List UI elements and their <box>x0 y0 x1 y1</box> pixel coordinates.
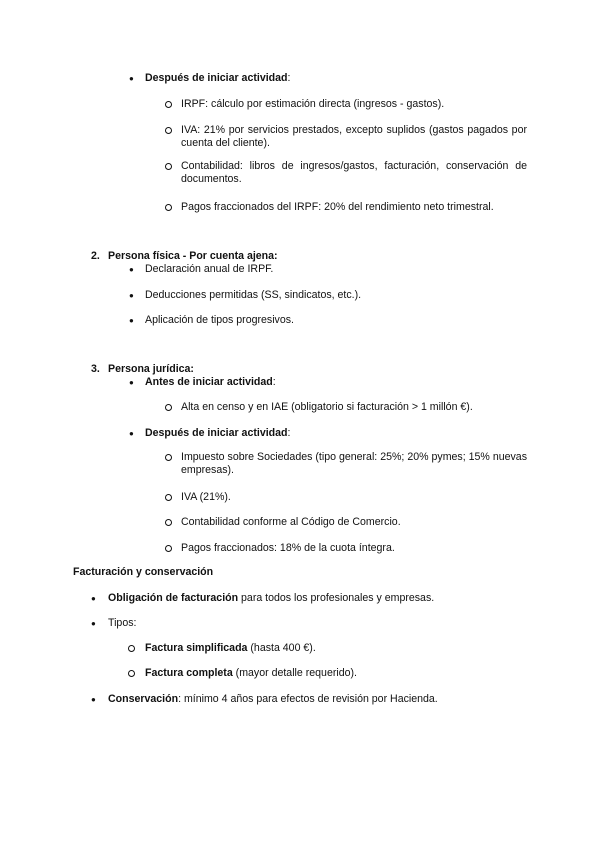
list-item: Deducciones permitidas (SS, sindicatos, etc.). <box>145 289 362 301</box>
list-item: Factura simplificada (hasta 400 €). <box>145 642 316 654</box>
bullet-circle-icon <box>165 163 172 170</box>
list-item: Alta en censo y en IAE (obligatorio si facturación > 1 millón €). <box>181 401 473 413</box>
list-item: Factura completa (mayor detalle requerido). <box>145 667 357 679</box>
list-item: Pagos fraccionados: 18% de la cuota íntegra. <box>181 542 395 554</box>
section-number: 2. <box>91 250 100 262</box>
list-item: IRPF: cálculo por estimación directa (ingresos - gastos). <box>181 98 445 110</box>
bullet-circle-icon <box>165 404 172 411</box>
section-number: 3. <box>91 363 100 375</box>
bullet-disc-icon: ● <box>129 291 134 300</box>
bullet-circle-icon <box>165 519 172 526</box>
after-activity-heading: Después de iniciar actividad: <box>145 427 291 439</box>
section-title: Persona física - Por cuenta ajena: <box>108 250 278 262</box>
section-title: Persona jurídica: <box>108 363 194 375</box>
list-item: Pagos fraccionados del IRPF: 20% del rendimiento neto trimestral. <box>181 201 494 213</box>
list-item: IVA: 21% por servicios prestados, excepto suplidos (gastos pagados por cuenta del cliente). <box>181 124 527 149</box>
bullet-disc-icon: ● <box>129 378 134 387</box>
list-item: Tipos: <box>108 617 137 629</box>
list-item: Impuesto sobre Sociedades (tipo general: 25%; 20% pymes; 15% nuevas empresas). <box>181 451 527 476</box>
section-heading: Facturación y conservación <box>73 566 214 578</box>
list-item: IVA (21%). <box>181 491 231 503</box>
bullet-disc-icon: ● <box>129 429 134 438</box>
bullet-disc-icon: ● <box>129 74 134 83</box>
list-item: Contabilidad conforme al Código de Comercio. <box>181 516 401 528</box>
bullet-circle-icon <box>165 127 172 134</box>
bullet-circle-icon <box>128 670 135 677</box>
list-item: Contabilidad: libros de ingresos/gastos, facturación, conservación de documentos. <box>181 160 527 185</box>
list-item: Conservación: mínimo 4 años para efectos de revisión por Hacienda. <box>108 693 438 705</box>
bullet-disc-icon: ● <box>91 695 96 704</box>
bullet-circle-icon <box>165 101 172 108</box>
bullet-circle-icon <box>165 454 172 461</box>
bullet-circle-icon <box>128 645 135 652</box>
bullet-disc-icon: ● <box>129 316 134 325</box>
list-item: Obligación de facturación para todos los profesionales y empresas. <box>108 592 435 604</box>
list-item: Declaración anual de IRPF. <box>145 263 274 275</box>
after-activity-heading: Después de iniciar actividad: <box>145 72 291 84</box>
bullet-disc-icon: ● <box>91 619 96 628</box>
list-item: Aplicación de tipos progresivos. <box>145 314 294 326</box>
bullet-disc-icon: ● <box>91 594 96 603</box>
bullet-circle-icon <box>165 204 172 211</box>
before-activity-heading: Antes de iniciar actividad: <box>145 376 276 388</box>
bullet-disc-icon: ● <box>129 265 134 274</box>
bullet-circle-icon <box>165 494 172 501</box>
bullet-circle-icon <box>165 545 172 552</box>
